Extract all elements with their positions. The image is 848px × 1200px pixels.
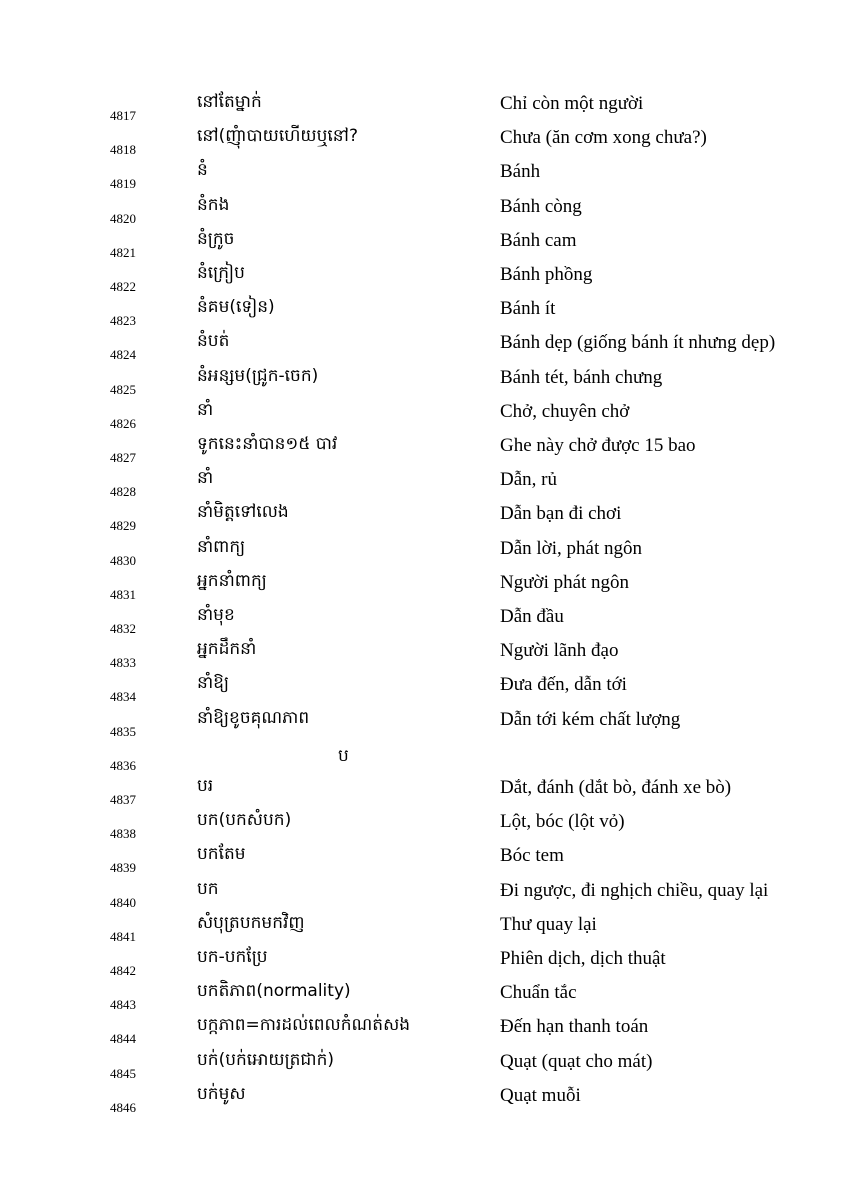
- khmer-term: សំបុត្របកមកវិញ: [197, 912, 305, 933]
- dictionary-entry-row: [0, 639, 848, 676]
- dictionary-entry-row: [0, 947, 848, 984]
- entry-number: 4835: [110, 723, 136, 739]
- entry-number: 4818: [110, 142, 136, 158]
- vietnamese-translation: Bánh còng: [500, 195, 582, 217]
- dictionary-entry-row: [0, 502, 848, 539]
- khmer-term: បក់(បក់អោយត្រជាក់): [197, 1049, 335, 1070]
- khmer-term: នាំឱ្យ: [197, 673, 230, 694]
- entry-number: 4819: [110, 176, 136, 192]
- dictionary-entry-row: [0, 776, 848, 813]
- vietnamese-translation: Dẫn, rủ: [500, 469, 557, 491]
- vietnamese-translation: Bánh: [500, 161, 541, 183]
- vietnamese-translation: Bóc tem: [500, 845, 564, 867]
- vietnamese-translation: Bánh cam: [500, 229, 577, 251]
- dictionary-entry-row: [0, 1083, 848, 1121]
- entry-number: 4843: [110, 997, 136, 1013]
- vietnamese-translation: Quạt (quạt cho mát): [500, 1050, 653, 1072]
- khmer-term: នំក្រៀប: [197, 263, 245, 283]
- entry-number: 4825: [110, 381, 136, 397]
- entry-number: 4826: [110, 415, 136, 431]
- khmer-term: បក-បកប្រែ: [197, 947, 268, 967]
- dictionary-entry-row: [0, 399, 848, 437]
- dictionary-entry-row: [0, 707, 848, 745]
- entry-number: 4834: [110, 689, 136, 705]
- vietnamese-translation: Chuẩn tắc: [500, 982, 577, 1004]
- entry-number: 4838: [110, 826, 136, 842]
- khmer-term: នាំឱ្យខូចគុណភាព: [197, 707, 310, 728]
- dictionary-entry-row: [0, 673, 848, 710]
- vietnamese-translation: Lột, bóc (lột vỏ): [500, 811, 625, 833]
- entry-number: 4845: [110, 1065, 136, 1081]
- vietnamese-translation: Đến hạn thanh toán: [500, 1016, 649, 1038]
- vietnamese-translation: Đi ngược, đi nghịch chiều, quay lại: [500, 879, 769, 901]
- vietnamese-translation: Dắt, đánh (dắt bò, đánh xe bò): [500, 777, 732, 798]
- entry-number: 4832: [110, 621, 136, 636]
- section-letter: ប: [338, 745, 349, 766]
- dictionary-entry-row: [0, 263, 848, 300]
- khmer-term: នំ: [197, 160, 208, 181]
- vietnamese-translation: Chưa (ăn cơm xong chưa?): [500, 127, 707, 149]
- entry-number: 4841: [110, 928, 136, 944]
- khmer-term: ទូកនេះនាំបាន១៥ បាវ: [197, 434, 338, 454]
- khmer-term: នំអន្សម(ជ្រូក-ចេក): [197, 365, 319, 386]
- dictionary-entry-row: [0, 126, 848, 163]
- entry-number: 4844: [110, 1031, 136, 1047]
- dictionary-entry-row: [0, 434, 848, 471]
- dictionary-entry-row: [0, 297, 848, 334]
- entry-number: 4828: [110, 484, 136, 500]
- khmer-term: បក: [197, 878, 219, 899]
- vietnamese-translation: Bánh tét, bánh chưng: [500, 366, 663, 388]
- vietnamese-translation: Phiên dịch, dịch thuật: [500, 948, 666, 969]
- vietnamese-translation: Dẫn đầu: [500, 606, 564, 627]
- entry-number: 4833: [110, 655, 136, 671]
- khmer-term: នាំមុខ: [197, 605, 235, 625]
- entry-number: 4824: [110, 347, 136, 363]
- vietnamese-translation: Quạt muỗi: [500, 1084, 581, 1106]
- dictionary-entry-row: [0, 844, 848, 881]
- khmer-term: នាំពាក្យ: [197, 536, 246, 557]
- khmer-term: បក(បកសំបក): [197, 810, 292, 831]
- khmer-term: បក់មូស: [197, 1083, 246, 1104]
- vietnamese-translation: Chở, chuyên chở: [500, 400, 630, 422]
- vietnamese-translation: Chỉ còn một người: [500, 93, 644, 114]
- vietnamese-translation: Bánh dẹp (giống bánh ít nhưng dẹp): [500, 332, 776, 354]
- dictionary-entry-row: [0, 1015, 848, 1052]
- entry-number: 4822: [110, 279, 136, 294]
- khmer-term: អ្នកនាំពាក្យ: [197, 570, 267, 591]
- entry-number: 4827: [110, 450, 136, 465]
- khmer-term: បក្កភាព=ការដល់ពេលកំណត់សង: [197, 1015, 411, 1036]
- dictionary-entry-row: [0, 194, 848, 232]
- vietnamese-translation: Dẫn lời, phát ngôn: [500, 537, 642, 559]
- vietnamese-translation: Người phát ngôn: [500, 571, 630, 593]
- entry-number: 4821: [110, 244, 136, 260]
- dictionary-entry-row: [0, 331, 848, 368]
- entry-number: 4830: [110, 552, 136, 568]
- khmer-term: បកតិភាព(normality): [197, 981, 351, 1002]
- dictionary-entry-row: [0, 570, 848, 608]
- entry-number: 4823: [110, 313, 136, 329]
- entry-number: 4840: [110, 894, 136, 910]
- dictionary-entry-row: [0, 1049, 848, 1087]
- entry-number: 4817: [110, 108, 136, 123]
- dictionary-entry-row: [0, 365, 848, 403]
- dictionary-entry-row: [0, 810, 848, 847]
- dictionary-entry-row: [0, 160, 848, 197]
- khmer-term: នាំ: [197, 468, 214, 489]
- vietnamese-translation: Dẫn tới kém chất lượng: [500, 708, 681, 730]
- dictionary-entry-row: [0, 468, 848, 505]
- vietnamese-translation: Thư quay lại: [500, 913, 597, 935]
- khmer-term: នំគម(ទៀន): [197, 297, 275, 318]
- vietnamese-translation: Ghe này chở được 15 bao: [500, 435, 696, 456]
- khmer-term: នៅ(ញុំាបាយហើយឬនៅ?: [197, 126, 359, 147]
- khmer-term: នៅតែម្នាក់: [197, 92, 262, 112]
- section-heading-row: [0, 745, 848, 779]
- vietnamese-translation: Người lãnh đạo: [500, 640, 619, 662]
- dictionary-entry-row: [0, 605, 848, 642]
- dictionary-entry-row: [0, 912, 848, 950]
- khmer-term: អ្នកដឹកនាំ: [197, 639, 257, 660]
- dictionary-entry-row: [0, 228, 848, 266]
- entry-number: 4846: [110, 1099, 136, 1115]
- khmer-term: បកតែម: [197, 844, 246, 865]
- entry-number: 4831: [110, 586, 136, 602]
- vietnamese-translation: Dẫn bạn đi chơi: [500, 503, 622, 525]
- entry-number: 4839: [110, 860, 136, 876]
- khmer-term: នំកង: [197, 194, 230, 215]
- khmer-term: នំក្រូច: [197, 228, 235, 249]
- entry-number: 4837: [110, 792, 136, 807]
- dictionary-entry-row: [0, 981, 848, 1018]
- khmer-term: នាំ: [197, 399, 214, 420]
- vietnamese-translation: Bánh ít: [500, 298, 556, 320]
- khmer-term: នំបត់: [197, 331, 230, 352]
- entry-number: 4829: [110, 518, 136, 534]
- dictionary-entry-row: [0, 878, 848, 916]
- khmer-term: បរ: [197, 776, 214, 796]
- entry-number: 4842: [110, 963, 136, 978]
- vietnamese-translation: Bánh phồng: [500, 264, 593, 285]
- entry-number: 4836: [110, 757, 136, 773]
- dictionary-entry-row: [0, 92, 848, 129]
- dictionary-entry-row: [0, 536, 848, 574]
- vietnamese-translation: Đưa đến, dẫn tới: [500, 674, 627, 696]
- entry-number: 4820: [110, 210, 136, 226]
- khmer-term: នាំមិត្តទៅលេង: [197, 502, 289, 523]
